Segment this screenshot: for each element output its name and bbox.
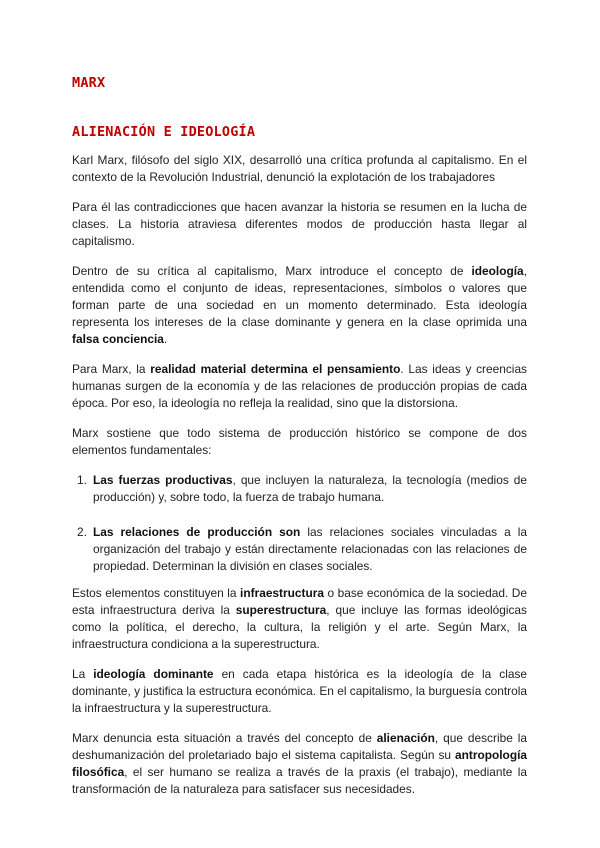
text-run: Dentro de su crítica al capitalismo, Marx introduce el concepto de — [72, 264, 472, 278]
section-heading: ALIENACIÓN E IDEOLOGÍA — [72, 124, 256, 140]
paragraph-class-struggle: Para él las contradicciones que hacen avanzar la historia se resumen en la lucha de clases. La historia atraviesa diferentes modos de producción hasta llegar al capitalismo. — [72, 200, 527, 248]
text-run: La — [72, 667, 94, 681]
term-realidad-material: realidad material determina el pensamiento — [150, 362, 401, 376]
term-ideologia: ideología — [471, 264, 524, 278]
page-title: MARX — [72, 75, 106, 91]
text-run: Estos elementos constituyen la — [72, 586, 241, 600]
term-alienacion: alienación — [376, 731, 435, 745]
elements-list — [72, 472, 527, 575]
term-superestructura: superestructura — [235, 603, 327, 617]
term-infraestructura: infraestructura — [240, 586, 324, 600]
paragraph-intro: Karl Marx, filósofo del siglo XIX, desarrolló una crítica profunda al capitalismo. En el contexto de la Revolución Industrial, denunció la explotación de los trabajadores — [72, 153, 527, 184]
term-relaciones-produccion: Las relaciones de producción son — [93, 525, 301, 539]
list-number: 2. — [77, 525, 87, 539]
list-item — [72, 524, 527, 575]
text-run: , entendida como el conjunto de ideas, representaciones, símbolos o valores que forman parte de una sociedad en un momento determinado. Esta ideología representa los intereses de la clase dominante y genera en la clase oprimida una — [72, 264, 527, 329]
document-body — [72, 74, 527, 811]
text-run: . Las ideas y creencias humanas surgen de la economía y de las relaciones de producción propias de cada época. Por eso, la ideología no refleja la realidad, sino que la distorsiona. — [72, 362, 527, 410]
text-run: en cada etapa histórica es la ideología de la clase dominante, y justifica la estructura económica. En el capitalismo, la burguesía controla la infraestructura y la superestructura. — [72, 667, 528, 715]
paragraph-ideology — [72, 263, 527, 348]
text-run: las relaciones sociales vinculadas a la organización del trabajo y están directamente relacionadas con las relaciones de propiedad. Determinan la división en clases sociales. — [93, 525, 527, 573]
term-antropologia-filosofica: antropología filosófica — [72, 748, 527, 779]
text-run: , que describe la deshumanización del proletariado bajo el sistema capitalista. Según su — [72, 731, 527, 762]
text-run: Para Marx, la — [72, 362, 151, 376]
text-run: , que incluyen la naturaleza, la tecnología (medios de producción) y, sobre todo, la fuerza de trabajo humana. — [93, 473, 527, 504]
text-run: o base económica de la sociedad. De esta infraestructura deriva la — [72, 586, 528, 617]
list-number: 1. — [77, 473, 87, 487]
paragraph-alienation — [72, 730, 527, 798]
text-run: , que incluye las formas ideológicas como la política, el derecho, la cultura, la religión y el arte. Según Marx, la infraestructura condiciona a la superestructura. — [72, 603, 527, 651]
term-ideologia-dominante: ideología dominante — [93, 667, 214, 681]
list-item — [72, 472, 527, 506]
term-falsa-conciencia: falsa conciencia — [72, 332, 164, 346]
term-fuerzas-productivas: Las fuerzas productivas — [93, 473, 233, 487]
paragraph-dominant-ideology — [72, 666, 527, 717]
text-run: Marx denuncia esta situación a través del concepto de — [72, 731, 377, 745]
paragraph-production-system: Marx sostiene que todo sistema de producción histórico se compone de dos elementos fundamentales: — [72, 426, 527, 457]
text-run: , el ser humano se realiza a través de la praxis (el trabajo), mediante la transformación de la naturaleza para satisfacer sus necesidades. — [72, 765, 527, 796]
text-run: . — [163, 332, 168, 346]
paragraph-material-reality — [72, 361, 527, 412]
paragraph-infrastructure — [72, 585, 527, 653]
